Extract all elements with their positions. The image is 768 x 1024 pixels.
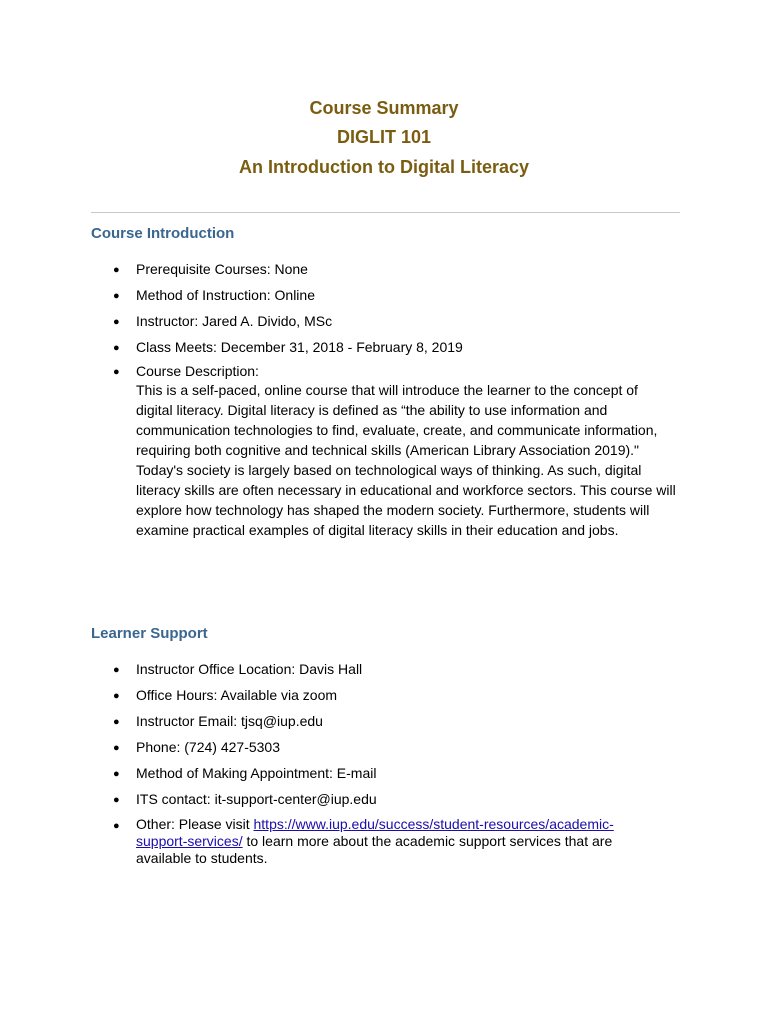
course-description-line: literacy skills are often necessary in educational and workforce sectors. This course will bbox=[136, 482, 676, 498]
list-item bbox=[0, 338, 676, 362]
list-item bbox=[0, 286, 676, 312]
learner-support-list bbox=[0, 660, 676, 867]
bullet-icon: ● bbox=[113, 264, 120, 276]
list-item bbox=[0, 712, 676, 738]
course-description-line: communication technologies to find, evaluate, create, and communicate information, bbox=[136, 422, 658, 438]
page-title: Course Summary bbox=[309, 98, 459, 118]
list-item-text: Phone: (724) 427-5303 bbox=[136, 739, 280, 755]
academic-support-link[interactable]: https://www.iup.edu/success/student-resources/academic-support-services/ bbox=[136, 816, 614, 849]
list-item bbox=[0, 312, 676, 338]
bullet-icon: ● bbox=[113, 820, 120, 832]
course-description-label: Course Description: bbox=[136, 363, 259, 379]
course-description-line: Today's society is largely based on technological ways of thinking. As such, digital bbox=[136, 462, 642, 478]
course-introduction-list bbox=[0, 260, 676, 540]
course-description-line: explore how technology has shaped the modern society. Furthermore, students will bbox=[136, 502, 650, 518]
section-heading-course-introduction: Course Introduction bbox=[91, 225, 235, 242]
bullet-icon: ● bbox=[113, 742, 120, 754]
other-suffix-text: to learn more about the academic support services that are available to students. bbox=[136, 833, 613, 866]
divider bbox=[91, 212, 680, 213]
list-item bbox=[0, 738, 676, 764]
list-item bbox=[0, 764, 676, 790]
course-description-line: examine practical examples of digital literacy skills in their education and jobs. bbox=[136, 522, 619, 538]
list-item-text: Prerequisite Courses: None bbox=[136, 261, 308, 277]
list-item bbox=[0, 686, 676, 712]
course-description-line: This is a self-paced, online course that will introduce the learner to the concept of bbox=[136, 382, 638, 398]
bullet-icon: ● bbox=[113, 768, 120, 780]
course-code: DIGLIT 101 bbox=[336, 127, 432, 147]
list-item-text: Instructor Office Location: Davis Hall bbox=[136, 661, 363, 677]
list-item-text: Instructor Email: tjsq@iup.edu bbox=[136, 713, 323, 729]
list-item-text: Office Hours: Available via zoom bbox=[136, 687, 338, 703]
bullet-icon: ● bbox=[113, 342, 120, 354]
bullet-icon: ● bbox=[113, 716, 120, 728]
bullet-icon: ● bbox=[113, 664, 120, 676]
list-item bbox=[0, 790, 676, 816]
list-item-text: Method of Making Appointment: E-mail bbox=[136, 765, 377, 781]
list-item-text: ITS contact: it-support-center@iup.edu bbox=[136, 791, 377, 807]
list-item-text: Instructor: Jared A. Divido, MSc bbox=[136, 313, 333, 329]
course-description-line: digital literacy. Digital literacy is defined as “the ability to use information and bbox=[136, 402, 608, 418]
list-item-course-description bbox=[0, 362, 676, 540]
list-item-text: Class Meets: December 31, 2018 - February 8, 2019 bbox=[136, 339, 463, 355]
bullet-icon: ● bbox=[113, 316, 120, 328]
list-item-other bbox=[0, 816, 626, 867]
list-item bbox=[0, 660, 676, 686]
list-item bbox=[0, 260, 676, 286]
bullet-icon: ● bbox=[113, 366, 120, 378]
bullet-icon: ● bbox=[113, 290, 120, 302]
bullet-icon: ● bbox=[113, 794, 120, 806]
bullet-icon: ● bbox=[113, 690, 120, 702]
course-subtitle: An Introduction to Digital Literacy bbox=[238, 157, 529, 177]
course-description-line: requiring both cognitive and technical skills (American Library Association 2019)." bbox=[136, 442, 640, 458]
section-heading-learner-support: Learner Support bbox=[91, 625, 208, 642]
list-item-text: Method of Instruction: Online bbox=[136, 287, 315, 303]
other-prefix-text: Other: Please visit bbox=[136, 816, 254, 832]
